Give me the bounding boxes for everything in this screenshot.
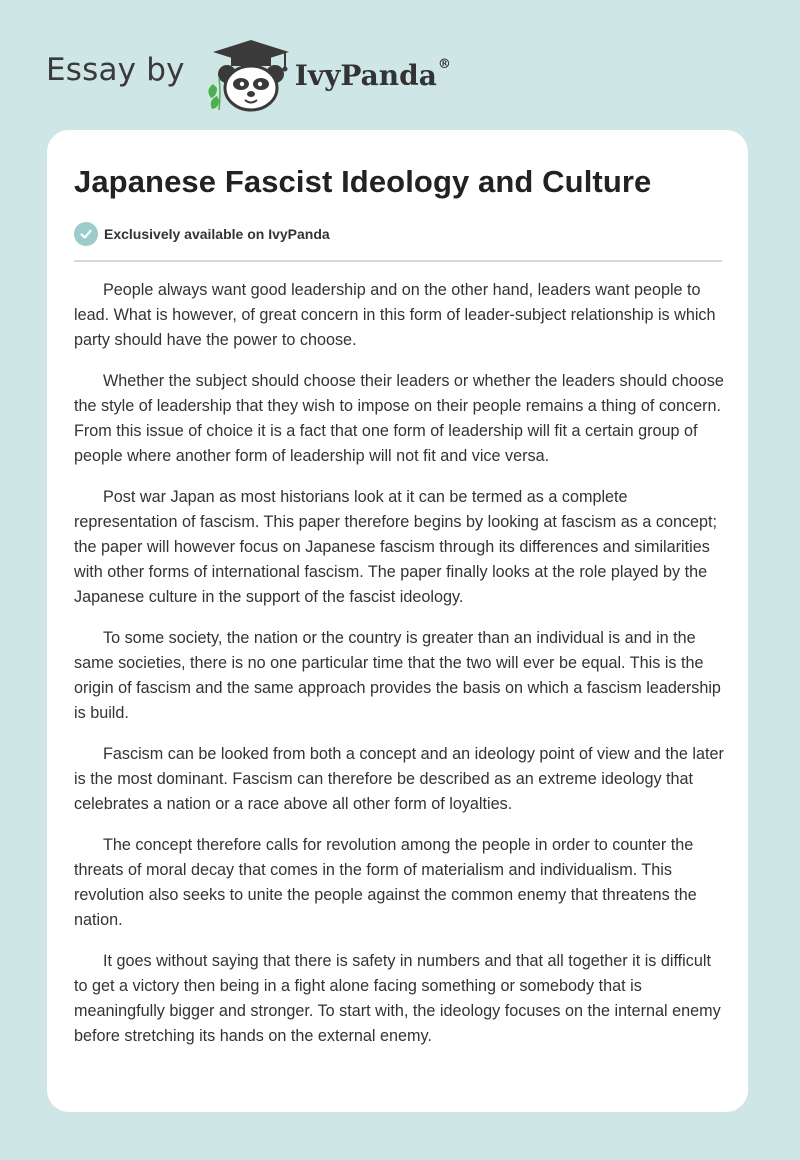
paragraph: People always want good leadership and on the other hand, leaders want people to lead. What is however, of great concern in this form of leader-subject relationship is which party should have the power to choose. <box>74 281 716 349</box>
essay-by-label: Essay by <box>46 52 185 88</box>
essay-body <box>74 278 726 1065</box>
ivypanda-logo[interactable] <box>199 34 293 114</box>
page-title: Japanese Fascist Ideology and Culture <box>74 164 652 199</box>
exclusive-badge <box>74 222 330 246</box>
paragraph: Post war Japan as most historians look at it can be termed as a complete representation of fascism. This paper therefore begins by looking at fascism as a concept; the paper will however focus on Japanese fascism through its differences and similarities with other forms of international fascism. The paper finally looks at the role played by the Japanese culture in the support of the fascist ideology. <box>74 488 718 606</box>
divider <box>74 260 722 262</box>
paragraph: Whether the subject should choose their leaders or whether the leaders should choose the style of leadership that they wish to impose on their people remains a thing of concern. From this issue of choice it is a fact that one form of leadership will fit a certain group of people where another form of leadership will not fit and vice versa. <box>74 372 724 465</box>
registered-mark: ® <box>437 56 451 72</box>
site-header <box>46 34 546 114</box>
paragraph: Fascism can be looked from both a concept and an ideology point of view and the later is the most dominant. Fascism can therefore be described as an extreme ideology that celebrates a nation or a race above all other form of loyalties. <box>74 745 724 813</box>
paragraph: To some society, the nation or the country is greater than an individual is and in the same societies, there is no one particular time that the two will ever be equal. This is the origin of fascism and the same approach provides the basis on which a fascism leadership is build. <box>74 629 721 722</box>
panda-graduate-icon <box>199 34 293 114</box>
essay-card <box>47 130 748 1112</box>
exclusive-badge-label: Exclusively available on IvyPanda <box>104 226 330 242</box>
paragraph: The concept therefore calls for revolution among the people in order to counter the threats of moral decay that comes in the form of materialism and individualism. This revolution also seeks to unite the people against the common enemy that threatens the nation. <box>74 836 697 929</box>
checkmark-icon <box>74 222 98 246</box>
paragraph: It goes without saying that there is safety in numbers and that all together it is difficult to get a victory then being in a fight alone facing something or somebody that is meaningfully bigger and stronger. To start with, the ideology focuses on the internal enemy before stretching its hands on the external enemy. <box>74 952 721 1045</box>
brand-name[interactable]: IvyPanda® <box>294 56 451 92</box>
